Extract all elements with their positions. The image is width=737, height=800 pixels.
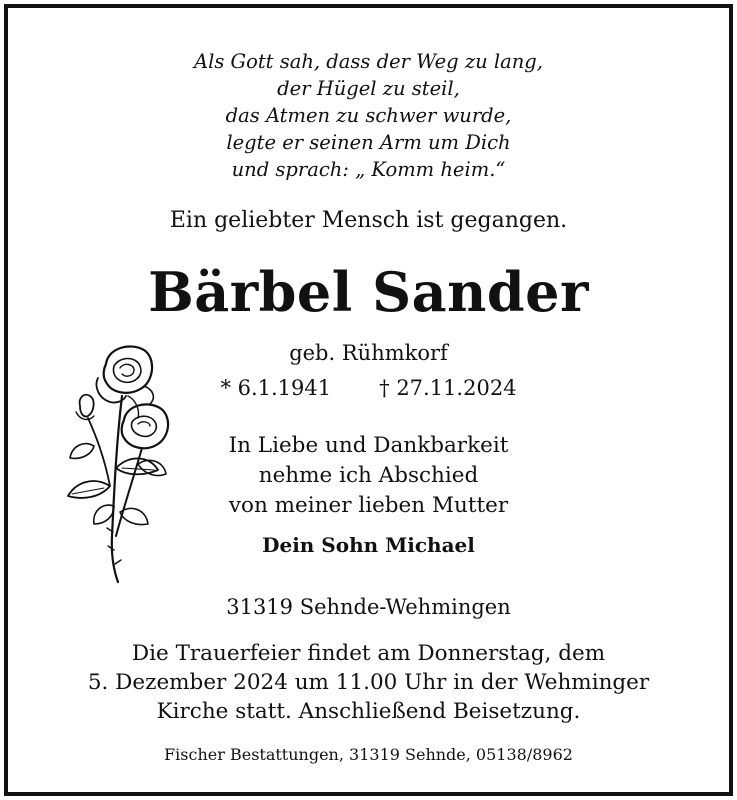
thanks-line: von meiner lieben Mutter [228,493,509,518]
intro-text: Ein geliebter Mensch ist gegangen. [169,208,568,233]
deceased-name: Bärbel Sander [148,260,589,324]
death-date: † 27.11.2024 [379,376,517,400]
poem-line: Als Gott sah, dass der Weg zu lang, [194,50,543,73]
funeral-line: Kirche statt. Anschließend Beisetzung. [156,699,581,724]
thanks-line: In Liebe und Dankbarkeit [228,433,509,458]
poem-line: und sprach: „ Komm heim.“ [231,158,506,181]
signature: Dein Sohn Michael [262,533,475,557]
birth-date: * 6.1.1941 [220,376,332,400]
poem [8,48,729,183]
funeral-home: Fischer Bestattungen, 31319 Sehnde, 05138/8962 [164,745,573,764]
thanks-text [8,431,729,521]
poem-line: der Hügel zu steil, [277,77,460,100]
maiden-name: geb. Rühmkorf [289,341,448,365]
thanks-line: nehme ich Abschied [258,463,479,488]
funeral-line: Die Trauerfeier findet am Donnerstag, dem [131,641,606,666]
place: 31319 Sehnde-Wehmingen [226,595,511,619]
poem-line: legte er seinen Arm um Dich [226,131,511,154]
funeral-info [8,639,729,726]
funeral-line: 5. Dezember 2024 um 11.00 Uhr in der Wehminger [87,670,650,695]
obituary-notice [4,4,733,796]
poem-line: das Atmen zu schwer wurde, [225,104,512,127]
